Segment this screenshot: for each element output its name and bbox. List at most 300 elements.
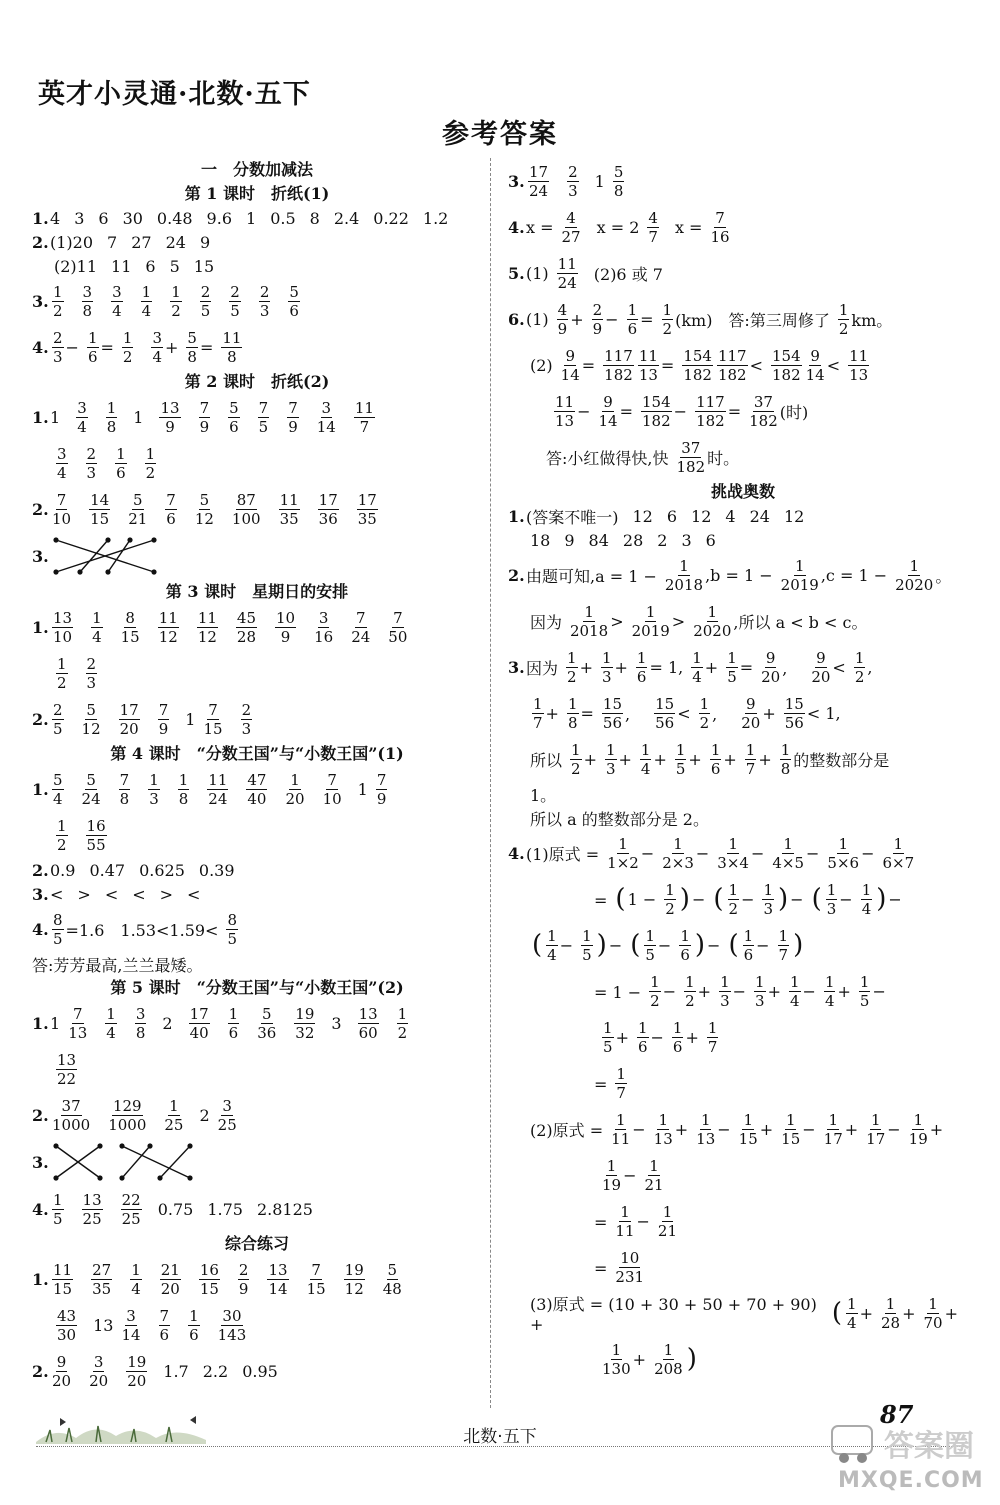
denominator: 3: [53, 347, 63, 366]
denominator: 8: [119, 789, 130, 808]
denominator: 20: [811, 667, 831, 686]
text-segment: +: [844, 1119, 859, 1139]
text-segment: 时。: [707, 448, 740, 468]
numerator: 3: [93, 1352, 104, 1371]
mixed-number: [779, 1111, 802, 1148]
numerator: 2: [259, 282, 270, 301]
whole-part: 1: [185, 709, 196, 729]
text-segment: 由题可知,a = 1 −: [526, 566, 657, 586]
answer-row: [508, 388, 978, 434]
answer-row: [508, 736, 978, 782]
denominator: 56: [655, 713, 675, 732]
denominator: 15: [90, 509, 110, 528]
text-segment: −: [872, 981, 886, 1001]
mixed-number: [156, 701, 172, 738]
question-number: 4.: [32, 337, 49, 357]
denominator: 10: [322, 789, 342, 808]
answer-item: 1: [50, 407, 61, 427]
answer-item: [530, 1249, 646, 1286]
mixed-number: [743, 741, 759, 778]
answer-row: [508, 598, 978, 644]
numerator: 11: [354, 398, 374, 417]
numerator: 10: [620, 1248, 640, 1267]
answer-row: [508, 1290, 978, 1336]
fraction: [641, 393, 672, 430]
numerator: 1: [909, 556, 919, 575]
answer-row: [508, 968, 978, 1014]
text-segment: >: [671, 611, 686, 631]
numerator: 5: [289, 282, 299, 301]
answer-item: 1: [133, 407, 144, 427]
denominator: 2020: [895, 575, 934, 594]
answer-item: 18: [530, 530, 551, 550]
numerator: 3: [222, 1096, 232, 1115]
answer-item: [315, 399, 338, 436]
mixed-number: [717, 973, 733, 1010]
denominator: 8: [227, 347, 237, 366]
denominator: 14: [805, 365, 825, 384]
denominator: 20: [52, 1371, 72, 1390]
numerator: 117: [717, 346, 747, 365]
answer-row: [32, 324, 482, 370]
answer-row: [32, 486, 482, 532]
mixed-number: [381, 1261, 404, 1298]
denominator: 24: [351, 627, 371, 646]
mixed-number: [255, 1005, 278, 1042]
denominator: 2: [122, 347, 133, 366]
fraction: [672, 1019, 684, 1056]
answer-item: 24: [749, 506, 770, 526]
right-paren: ): [686, 1344, 697, 1374]
answer-item: [597, 209, 661, 246]
numerator: 1: [582, 926, 592, 945]
answer-row: [32, 650, 482, 696]
answer-item: [530, 881, 908, 918]
mixed-number: [87, 491, 112, 528]
denominator: 9: [376, 789, 387, 808]
answer-item: [163, 491, 179, 528]
fraction: [52, 1097, 90, 1134]
answer-item: [113, 445, 129, 482]
numerator: 1: [826, 880, 837, 899]
text-segment: ,: [625, 704, 647, 724]
text-segment: km。: [851, 310, 893, 330]
fraction: [121, 1191, 142, 1228]
answer-item: [530, 1341, 699, 1378]
fraction: [644, 927, 656, 964]
denominator: 5: [53, 929, 63, 948]
mixed-number: [809, 649, 832, 686]
mixed-number: [186, 1307, 202, 1344]
numerator: 2: [238, 1260, 249, 1279]
mixed-number: [103, 1005, 119, 1042]
numerator: 1: [92, 608, 102, 627]
denominator: 13: [68, 1023, 88, 1042]
answer-item: [149, 329, 244, 366]
denominator: 7: [359, 417, 370, 436]
denominator: 4: [77, 417, 87, 436]
mixed-number: [239, 701, 255, 738]
fraction: [121, 609, 140, 646]
numerator: 117: [604, 346, 633, 365]
answer-item: [277, 491, 302, 528]
numerator: 117: [696, 392, 725, 411]
numerator: 2: [86, 654, 97, 673]
mixed-number: [219, 329, 244, 366]
fraction: [351, 609, 370, 646]
fraction: [861, 881, 873, 918]
numerator: 4: [648, 208, 658, 227]
text-segment: −: [673, 401, 688, 421]
denominator: 6: [636, 667, 647, 686]
fraction: [647, 209, 659, 246]
mixed-number: [205, 771, 230, 808]
answer-item: [157, 1307, 173, 1344]
denominator: 2019: [631, 621, 670, 640]
mixed-number: [117, 701, 142, 738]
numerator: 1: [57, 654, 67, 673]
numerator: 1: [728, 880, 739, 899]
fraction: [52, 771, 64, 808]
denominator: 2: [571, 759, 581, 778]
answer-row: [508, 876, 978, 922]
denominator: 5: [53, 1209, 63, 1228]
numerator: 154: [642, 392, 671, 411]
numerator: 2: [592, 300, 603, 319]
denominator: 182: [772, 365, 801, 384]
text-segment: +: [723, 749, 737, 769]
text-segment: −: [65, 337, 79, 357]
answer-item: [227, 283, 243, 320]
denominator: 2: [145, 463, 156, 482]
mixed-number: [715, 835, 751, 872]
left-paren: (: [811, 884, 822, 914]
mixed-number: [741, 927, 757, 964]
answer-item: [119, 1191, 144, 1228]
answer-item: [321, 771, 344, 808]
fraction: [357, 491, 378, 528]
denominator: 3: [755, 991, 765, 1010]
denominator: 7: [707, 1037, 718, 1056]
fraction: [710, 741, 722, 778]
denominator: 20: [761, 667, 781, 686]
numerator: 5: [132, 490, 143, 509]
answer-item: [186, 1307, 202, 1344]
mixed-number: [601, 347, 636, 384]
mixed-number: [691, 603, 733, 640]
fraction: [592, 301, 604, 338]
fraction: [121, 1307, 140, 1344]
mixed-number: [682, 973, 698, 1010]
numerator: 3: [82, 282, 93, 301]
answer-item: 1: [246, 208, 257, 228]
answer-item: [143, 445, 159, 482]
mixed-number: [724, 649, 740, 686]
fraction: [56, 1307, 77, 1344]
denominator: 6: [680, 945, 690, 964]
text-segment: =: [619, 401, 634, 421]
numerator: 11: [555, 392, 575, 411]
text-segment: =1.6 1.53<1.59<: [65, 920, 219, 940]
answer-item: [256, 399, 272, 436]
answer-item: [197, 1261, 222, 1298]
fraction: [257, 1005, 276, 1042]
text-segment: −: [695, 843, 710, 863]
mixed-number: [600, 1157, 623, 1194]
answer-row: [32, 952, 482, 976]
answer-item: [356, 1005, 381, 1042]
numerator: 5: [86, 700, 96, 719]
answer-item: [187, 1005, 212, 1042]
mixed-number: [273, 609, 298, 646]
answer-row: [508, 922, 978, 968]
denominator: 14: [316, 417, 336, 436]
answer-item: 2: [657, 530, 668, 550]
fraction: [599, 393, 618, 430]
denominator: 15: [120, 627, 140, 646]
answer-item: 5: [169, 256, 180, 276]
text-segment: x =: [674, 217, 703, 237]
section-heading: 第 2 课时 折纸(2): [184, 372, 330, 391]
denominator: 5: [200, 301, 211, 320]
denominator: 4: [847, 1313, 857, 1332]
mixed-number: [825, 835, 861, 872]
question-number: 1.: [32, 407, 49, 427]
series-title: 英才小灵通·北数·五下: [38, 79, 311, 110]
numerator: 17: [529, 162, 549, 181]
left-paren: (: [532, 930, 543, 960]
numerator: 11: [158, 608, 178, 627]
fraction: [581, 927, 593, 964]
text-segment: =: [530, 1258, 608, 1278]
answer-item: [128, 1261, 144, 1298]
denominator: 182: [749, 411, 778, 430]
answer-item: [133, 1005, 149, 1042]
text-segment: (2): [530, 355, 553, 375]
numerator: 5: [613, 162, 624, 181]
denominator: 2020: [693, 621, 732, 640]
numerator: 1: [675, 740, 686, 759]
answer-item: 2: [162, 1013, 173, 1033]
answer-row: [508, 528, 978, 552]
answer-row: [32, 254, 482, 278]
fraction: [218, 1097, 237, 1134]
answer-row: [32, 230, 482, 254]
answer-item: 4: [50, 208, 61, 228]
denominator: 6: [289, 301, 299, 320]
text-segment: −: [790, 889, 804, 909]
denominator: 9: [165, 417, 175, 436]
mixed-number: [50, 329, 66, 366]
mixed-number: [156, 609, 181, 646]
mixed-number: [224, 911, 240, 948]
text-segment: −: [657, 935, 672, 955]
fraction: [726, 649, 738, 686]
numerator: 11: [208, 770, 228, 789]
answer-item: [292, 1005, 317, 1042]
fraction: [745, 741, 757, 778]
mixed-number: [708, 209, 731, 246]
text-segment: −: [888, 889, 902, 909]
answer-item: [54, 655, 70, 692]
mixed-number: [893, 557, 935, 594]
fraction: [111, 283, 123, 320]
answer-row: [32, 1046, 482, 1092]
fraction: [68, 1005, 87, 1042]
numerator: 1: [106, 398, 117, 417]
question-number: 3.: [32, 291, 49, 311]
numerator: 5: [261, 1004, 272, 1023]
mixed-number: [50, 491, 73, 528]
answer-item: 0.75: [157, 1199, 194, 1219]
mixed-number: [226, 399, 242, 436]
whole-part: 13: [93, 1315, 114, 1335]
text-segment: −: [861, 843, 875, 863]
answer-text: 答:芳芳最高,兰兰最矮。: [32, 955, 203, 975]
answer-item: 2.8125: [256, 1199, 313, 1219]
denominator: 2: [665, 899, 675, 918]
answer-row: [32, 604, 482, 650]
fraction: [567, 163, 579, 200]
numerator: 7: [355, 608, 366, 627]
numerator: 1: [847, 1294, 857, 1313]
answer-item: [84, 445, 100, 482]
mixed-number: [50, 283, 66, 320]
mixed-number: [726, 881, 742, 918]
denominator: 3: [605, 759, 616, 778]
fraction: [82, 1191, 103, 1228]
denominator: 8: [106, 417, 117, 436]
mixed-number: [198, 283, 214, 320]
answer-item: 15: [193, 256, 215, 276]
mixed-number: [677, 927, 693, 964]
mixed-number: [193, 491, 216, 528]
numerator: 22: [121, 1190, 141, 1209]
denominator: 3: [86, 463, 97, 482]
fraction: [91, 609, 103, 646]
answer-item: [84, 655, 100, 692]
fraction: [699, 695, 711, 732]
numerator: 1: [615, 1110, 626, 1129]
text-segment: (km) 答:第三周修了: [675, 310, 830, 330]
answer-item: [395, 1005, 411, 1042]
answer-item: [305, 1261, 328, 1298]
numerator: 15: [784, 694, 804, 713]
mixed-number: [752, 973, 768, 1010]
denominator: 4: [112, 301, 122, 320]
mixed-number: [560, 209, 583, 246]
denominator: 2: [171, 301, 181, 320]
answer-item: [239, 701, 255, 738]
denominator: 16: [710, 227, 730, 246]
answer-item: 11: [111, 256, 132, 276]
fraction: [267, 1261, 288, 1298]
denominator: 19: [908, 1129, 928, 1148]
answer-item: [530, 439, 745, 476]
fraction: [89, 1353, 108, 1390]
fraction: [354, 399, 375, 436]
denominator: 7: [533, 713, 543, 732]
fraction: [859, 973, 871, 1010]
denominator: 20: [160, 1279, 180, 1298]
mixed-number: [634, 649, 650, 686]
fraction: [128, 491, 147, 528]
fraction: [780, 741, 792, 778]
mixed-number: [639, 393, 674, 430]
fraction: [56, 1051, 77, 1088]
mixed-number: [568, 741, 584, 778]
numerator: 7: [376, 770, 387, 789]
section-heading: 第 4 课时 “分数王国”与“小数王国”(1): [110, 744, 404, 763]
denominator: 70: [923, 1313, 943, 1332]
text-segment: +: [762, 703, 776, 723]
fraction: [200, 283, 212, 320]
mixed-number: [292, 1005, 317, 1042]
numerator: 1: [618, 834, 628, 853]
answer-item: [109, 283, 125, 320]
denominator: 8: [567, 713, 578, 732]
numerator: 3: [321, 398, 332, 417]
answer-item: 2.2: [202, 1361, 229, 1381]
denominator: 15: [306, 1279, 326, 1298]
text-segment: +: [688, 749, 702, 769]
answer-item: <: [104, 884, 119, 904]
mixed-number: [195, 609, 220, 646]
numerator: 1: [122, 328, 133, 347]
fraction: [676, 439, 705, 476]
mixed-number: [234, 609, 259, 646]
fraction: [52, 701, 64, 738]
answer-item: [530, 1203, 679, 1240]
fraction: [86, 445, 98, 482]
text-segment: +: [653, 749, 667, 769]
answer-item: [236, 1261, 252, 1298]
denominator: 24: [208, 789, 228, 808]
fraction: [778, 927, 790, 964]
answer-item: 27: [131, 232, 152, 252]
numerator: 7: [119, 770, 130, 789]
fraction: [554, 393, 575, 430]
fraction: [275, 609, 296, 646]
fraction: [76, 399, 88, 436]
fraction: [318, 491, 339, 528]
numerator: 5: [86, 770, 96, 789]
text-segment: (1): [526, 263, 549, 283]
answer-item: (2)6 或 7: [593, 264, 663, 284]
text-segment: −: [691, 889, 706, 909]
denominator: 3: [826, 899, 837, 918]
fraction: [632, 603, 670, 640]
mixed-number: [822, 973, 838, 1010]
denominator: 55: [86, 835, 106, 854]
numerator: 1: [673, 834, 683, 853]
mixed-number: [395, 1005, 411, 1042]
fraction: [236, 609, 257, 646]
fraction: [562, 209, 581, 246]
answer-row: [508, 158, 978, 204]
text-segment: (时): [779, 402, 809, 422]
mixed-number: [635, 1019, 651, 1056]
text-segment: =: [530, 890, 608, 910]
denominator: 1000: [52, 1115, 91, 1134]
answer-item: 3: [74, 208, 85, 228]
answer-item: [381, 1261, 404, 1298]
denominator: 6: [87, 347, 98, 366]
denominator: 9: [199, 417, 210, 436]
numerator: 1: [854, 648, 865, 667]
fraction: [771, 347, 802, 384]
text-segment: =: [640, 309, 654, 329]
